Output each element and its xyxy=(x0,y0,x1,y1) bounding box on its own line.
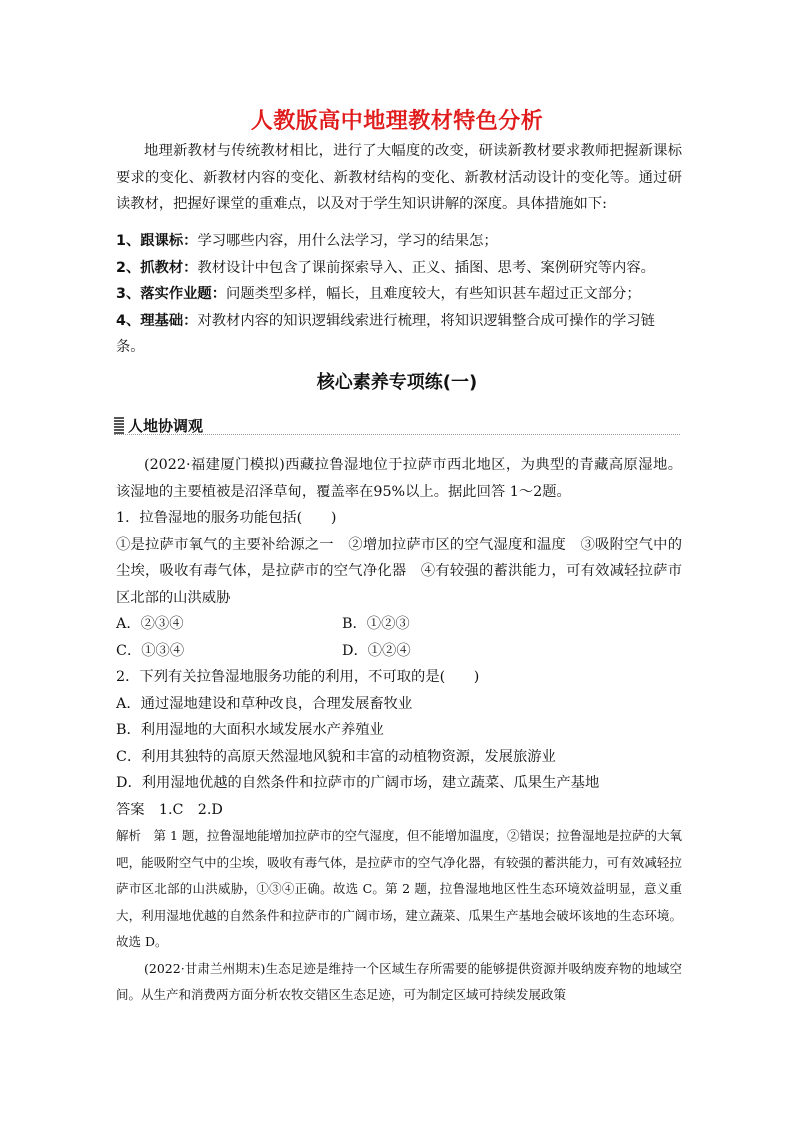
analysis-paragraph xyxy=(116,823,682,956)
measure-text: 问题类型多样，幅长，且难度较大，有些知识甚车超过正文部分； xyxy=(226,286,641,302)
answer-text: 1.C 2.D xyxy=(158,801,223,818)
option-c: C．利用其独特的高原天然湿地风貌和丰富的动植物资源，发展旅游业 xyxy=(116,748,556,765)
page-title: 人教版高中地理教材特色分析 xyxy=(250,109,544,134)
question-block xyxy=(116,452,682,1009)
section-title: 核心素养专项练(一) xyxy=(316,372,478,393)
measure-label: 2、抓教材： xyxy=(116,259,198,276)
section-tag xyxy=(114,415,203,436)
material-paragraph-2: (2022·甘肃兰州期末)生态足迹是维持一个区域生存所需要的能够提供资源并吸纳废弃物的地域空间。从生产和消费两方面分析农牧交错区生态足迹，可为制定区域可持续发展政策 xyxy=(116,960,682,1002)
option-a: A．通过湿地建设和草种改良，合理发展畜牧业 xyxy=(116,695,413,712)
question-1-options-row xyxy=(116,611,682,638)
question-1-stem: 1．拉鲁湿地的服务功能包括( ) xyxy=(116,510,337,526)
measure-item xyxy=(116,228,682,255)
measure-item xyxy=(116,308,682,361)
measure-label: 4、理基础： xyxy=(116,312,198,329)
answer-line xyxy=(116,797,682,824)
material-paragraph: (2022·福建厦门模拟)西藏拉鲁湿地位于拉萨市西北地区，为典型的青藏高原湿地。该湿地的主要植被是沼泽草甸，覆盖率在95%以上。据此回答 1～2题。 xyxy=(116,457,682,500)
measures-list xyxy=(116,228,682,361)
option-b: B．①②③ xyxy=(342,616,410,632)
analysis-label: 解析 xyxy=(116,828,142,843)
question-1-items: ①是拉萨市氧气的主要补给源之一 ②增加拉萨市区的空气湿度和温度 ③吸附空气中的尘埃，吸收有毒气体，是拉萨市的空气净化器 ④有较强的蓄洪能力，可有效减轻拉萨市区北部的山洪威胁 xyxy=(116,536,682,606)
option-a: A．②③④ xyxy=(116,616,184,632)
analysis-text: 第 1 题，拉鲁湿地能增加拉萨市的空气湿度，但不能增加温度，②错误；拉鲁湿地是拉萨的大氧吧，能吸附空气中的尘埃，吸收有毒气体，是拉萨市的空气净化器，有较强的蓄洪能力，可有效减轻拉萨市区北部的山洪威胁，①③④正确。故选 C。第 2 题，拉鲁湿地地区性生态环境效益明显，意义重大，利用湿地优越的自然条件和拉萨市的广阔市场，建立蔬菜、瓜果生产基地会破坏该地的生态环境。故选 D。 xyxy=(116,828,682,949)
question-2-stem: 2．下列有关拉鲁湿地服务功能的利用，不可取的是( ) xyxy=(116,669,480,685)
measure-text: 对教材内容的知识逻辑线索进行梳理，将知识逻辑整合成可操作的学习链条。 xyxy=(116,312,655,355)
tag-divider xyxy=(114,434,680,435)
option-b: B．利用湿地的大面积水域发展水产养殖业 xyxy=(116,722,384,738)
option-c: C．①③④ xyxy=(116,642,185,659)
tag-marker-icon xyxy=(114,417,124,435)
intro-paragraph: 地理新教材与传统教材相比，进行了大幅度的改变，研读新教材要求教师把握新课标要求的变化、新教材内容的变化、新教材结构的变化、新教材活动设计的变化等。通过研读教材，把握好课堂的重难点，以及对于学生知识讲解的深度。具体措施如下: xyxy=(116,143,682,212)
measure-text: 学习哪些内容，用什么法学习，学习的结果怎； xyxy=(197,233,498,249)
answer-label: 答案 xyxy=(116,801,145,818)
measure-item xyxy=(116,255,682,282)
measure-label: 1、跟课标： xyxy=(116,233,198,249)
measure-item xyxy=(116,281,682,308)
tag-label: 人地协调观 xyxy=(128,417,204,435)
question-1-options-row xyxy=(116,638,682,665)
option-d: D．①②④ xyxy=(342,642,411,659)
measure-label: 3、落实作业题： xyxy=(116,286,227,302)
measure-text: 教材设计中包含了课前探索导入、正义、插图、思考、案例研究等内容。 xyxy=(197,259,655,276)
option-d: D．利用湿地优越的自然条件和拉萨市的广阔市场，建立蔬菜、瓜果生产基地 xyxy=(116,775,600,791)
intro-block xyxy=(116,138,682,218)
